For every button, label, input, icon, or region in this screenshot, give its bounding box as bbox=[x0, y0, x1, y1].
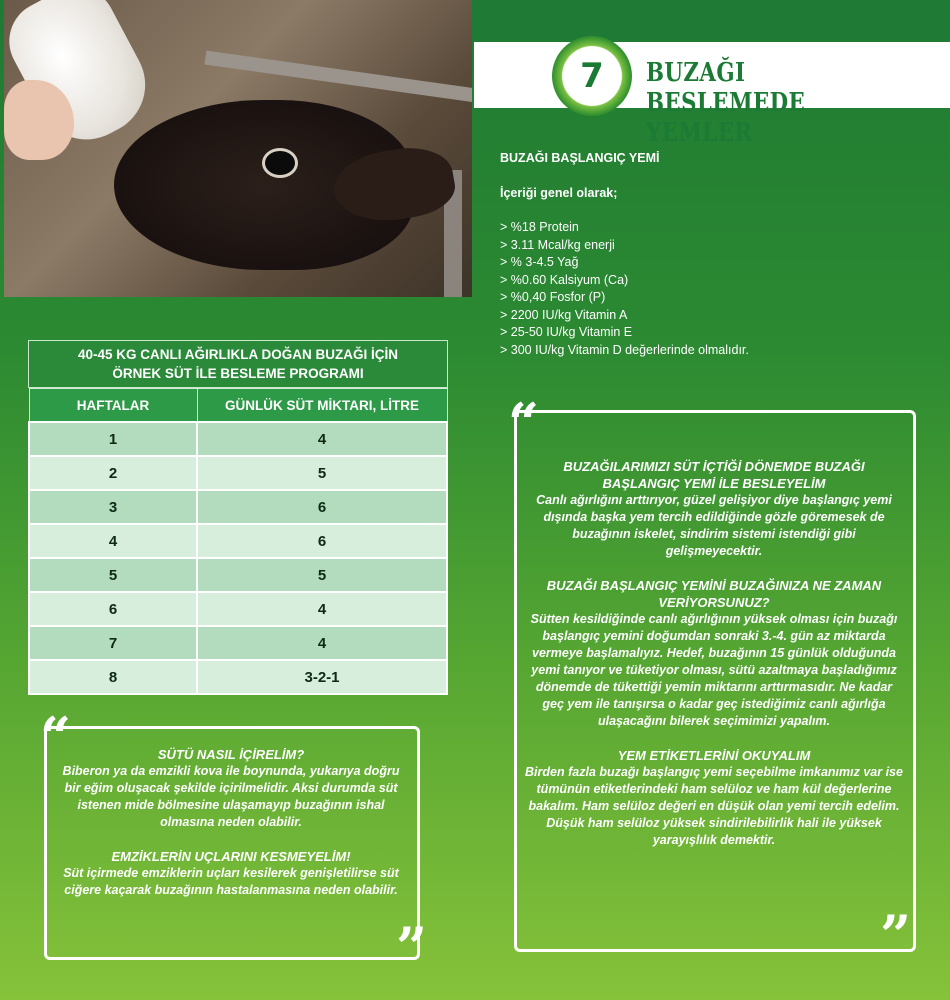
calf-feeding-photo bbox=[4, 0, 472, 297]
open-quote-icon: “ bbox=[508, 391, 540, 455]
section-number: 7 bbox=[580, 56, 604, 96]
calf-eye bbox=[262, 148, 298, 178]
list-item: > 300 IU/kg Vitamin D değerlerinde olmalıdır. bbox=[500, 342, 940, 360]
starter-feed-info bbox=[500, 150, 940, 359]
list-item: > %0.60 Kalsiyum (Ca) bbox=[500, 272, 940, 290]
open-quote-icon: “ bbox=[40, 705, 72, 769]
list-item: > %18 Protein bbox=[500, 219, 940, 237]
right-box-paragraph-3: Birden fazla buzağı başlangıç yemi seçebilme imkanımız var ise tümünün etiketlerindeki ham selüloz ve ham kül değerlerine bakalım. Ham selüloz değeri en düşük olan yemi tercih edelim. Düşük ham selüloz yüksek sindirilebilirlik hali ile yüksek yarayışlılık demektir. bbox=[525, 765, 903, 847]
list-item: > % 3-4.5 Yağ bbox=[500, 254, 940, 272]
starter-feed-heading: BUZAĞI BAŞLANGIÇ YEMİ bbox=[500, 151, 660, 165]
left-box-paragraph-2: Süt içirmede emziklerin uçları kesilerek genişletilirse süt ciğere kaçarak buzağının hastalanmasına neden olabilir. bbox=[63, 866, 399, 897]
right-box-paragraph-1: Canlı ağırlığını arttırıyor, güzel gelişiyor diye başlangıç yemi dışında başka yem tercih edildiğinde gözle göremesek de buzağının iskelet, sindirim sistemi istendiği gibi gelişmeyecektir. bbox=[536, 493, 892, 558]
column-header-daily-milk: GÜNLÜK SÜT MİKTARI, LİTRE bbox=[197, 389, 447, 423]
table-row: 7 4 bbox=[29, 626, 447, 660]
table-row: 5 5 bbox=[29, 558, 447, 592]
list-item: > 3.11 Mcal/kg enerji bbox=[500, 237, 940, 255]
close-quote-icon: ” bbox=[396, 915, 428, 979]
list-item: > 2200 IU/kg Vitamin A bbox=[500, 307, 940, 325]
nutrient-list bbox=[500, 219, 940, 359]
column-header-weeks: HAFTALAR bbox=[29, 389, 197, 423]
left-box-text bbox=[62, 746, 400, 899]
right-box-heading-2: BUZAĞI BAŞLANGIÇ YEMİNİ BUZAĞINIZA NE ZAMAN VERİYORSUNUZ? bbox=[546, 578, 882, 610]
left-box-heading-2: EMZİKLERİN UÇLARINI KESMEYELİM! bbox=[111, 849, 351, 864]
close-quote-icon: ” bbox=[880, 903, 912, 967]
right-box-text bbox=[524, 458, 904, 849]
page-title: BUZAĞI BESLEMEDE YEMLER bbox=[646, 58, 806, 148]
right-box-heading-3: YEM ETİKETLERİNİ OKUYALIM bbox=[617, 748, 811, 763]
table-row: 1 4 bbox=[29, 422, 447, 456]
table-row: 2 5 bbox=[29, 456, 447, 490]
left-box-paragraph-1: Biberon ya da emzikli kova ile boynunda, yukarıya doğru bir eğim oluşacak şekilde içirilmelidir. Aksi durumda süt istenen mide bölmesine ulaşamayıp buzağının ishal olmasına neden olabilir. bbox=[62, 764, 400, 829]
table-row: 6 4 bbox=[29, 592, 447, 626]
table-row: 8 3-2-1 bbox=[29, 660, 447, 694]
list-item: > %0,40 Fosfor (P) bbox=[500, 289, 940, 307]
section-number-badge bbox=[552, 36, 632, 116]
right-box-heading-1: BUZAĞILARIMIZI SÜT İÇTİĞİ DÖNEMDE BUZAĞI BAŞLANGIÇ YEMİ İLE BESLEYELİM bbox=[563, 459, 865, 491]
list-item: > 25-50 IU/kg Vitamin E bbox=[500, 324, 940, 342]
fence-rail bbox=[204, 51, 472, 104]
table-row: 3 6 bbox=[29, 490, 447, 524]
milk-feeding-table bbox=[28, 340, 448, 695]
right-box-paragraph-2: Sütten kesildiğinde canlı ağırlığının yüksek olması için buzağı başlangıç yemini doğumdan sonraki 3.-4. gün az miktarda vermeye başlamalıyız. Hedef, buzağının 15 günlük olduğunda yemi tanıyor ve tüketiyor olması, sütü azaltmaya başladığımız dönemde de tükettiği yemin miktarını arttırmasıdır. Ne kadar geç yem ile tanışırsa o kadar geç istediğimiz canlı ağırlığa ulaşacağını bilerek seçimimizi yapalım. bbox=[530, 612, 898, 728]
table-title: 40-45 KG CANLI AĞIRLIKLA DOĞAN BUZAĞI İÇİN ÖRNEK SÜT İLE BESLEME PROGRAMI bbox=[28, 340, 448, 388]
table-row: 4 6 bbox=[29, 524, 447, 558]
starter-feed-intro: İçeriği genel olarak; bbox=[500, 185, 618, 200]
left-box-heading-1: SÜTÜ NASIL İÇİRELİM? bbox=[157, 747, 305, 762]
